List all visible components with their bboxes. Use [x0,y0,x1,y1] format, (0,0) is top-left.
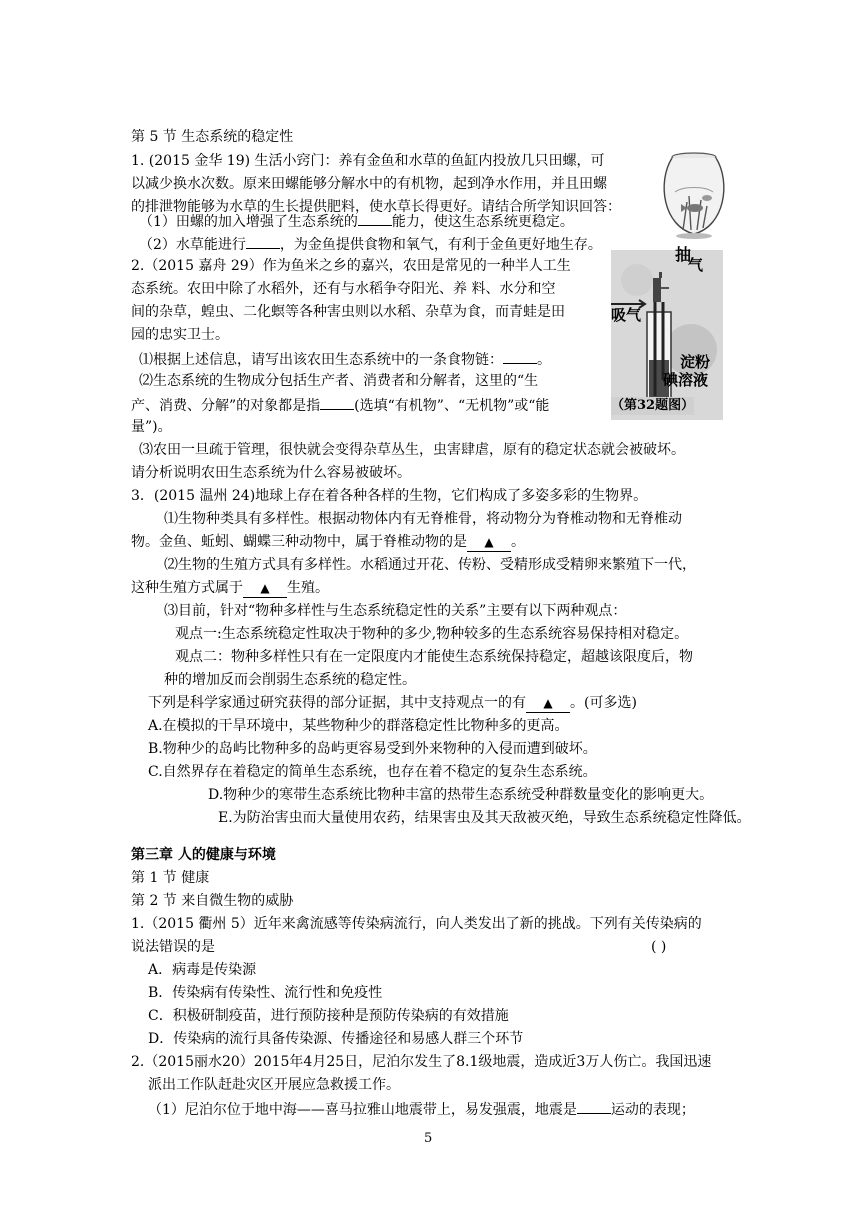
question-5-line: 2.（2015丽水20）2015年4月25日，尼泊尔发生了8.1级地震，造成近3万人伤亡。我国迅速 [131,1054,712,1070]
section-title: 第 1 节 健康 [131,870,210,886]
figure-label-xiqi: 吸气 [611,306,642,324]
answer-blank[interactable]: ▲ [526,694,570,713]
figure-caption: （第32题图） [611,398,695,413]
answer-blank[interactable]: ▲ [467,533,511,552]
answer-blank[interactable] [577,1099,611,1114]
answer-paren[interactable]: ( ) [651,939,667,955]
evidence-prompt: 下列是科学家通过研究获得的部分证据，其中支持观点一的有 ▲ 。(可多选) [148,695,637,711]
option-d: D.物种少的寒带生态系统比物种丰富的热带生态系统受种群数量变化的影响更大。 [208,787,714,803]
question-1-part-1: （1）田螺的加入增强了生态系统的 能力，使这生态系统更稳定。 [139,211,574,231]
apparatus-figure [611,250,723,420]
question-2-part-3: ⑶农田一旦疏于管理，很快就会变得杂草丛生，虫害肆虐，原有的稳定状态就会被破坏。 [139,442,685,458]
answer-blank[interactable] [503,349,537,364]
question-3-part-2: ⑵生物的生殖方式具有多样性。水稻通过开花、传粉、受精形成受精卵来繁殖下一代， [164,557,696,573]
option-b: B.物种少的岛屿比物种多的岛屿更容易受到外来物种的入侵而遭到破坏。 [148,741,597,757]
page-number: 5 [424,1131,433,1146]
question-1-part-2: （2）水草能进行 ，为金鱼提供食物和氧气，有利于金鱼更好地生存。 [139,234,602,254]
question-5-line: 派出工作队赶赴灾区开展应急救援工作。 [148,1077,400,1093]
fishbowl-image [661,152,727,240]
answer-blank[interactable] [358,211,392,226]
question-4-line: 说法错误的是 [131,939,215,955]
figure-label-dianrongye: 碘溶液 [663,371,709,389]
option-c: C．积极研制疫苗，进行预防接种是预防传染病的有效措施 [148,1008,509,1024]
question-1-line: 的排泄物能够为水草的生长提供肥料，使水草长得更好。请结合所学知识回答： [131,199,621,215]
question-2-part-2: ⑵生态系统的生物成分包括生产者、消费者和分解者，这里的“生 [139,373,539,389]
section-title: 第 5 节 生态系统的稳定性 [131,129,294,145]
answer-blank[interactable]: ▲ [243,579,287,598]
figure-label-qi: 气 [688,256,704,274]
figure-label-chou: 抽 [675,245,692,264]
section-title: 第 2 节 来自微生物的威胁 [131,893,294,909]
option-e: E.为防治害虫而大量使用农药，结果害虫及其天敌被灭绝，导致生态系统稳定性降低。 [218,810,751,826]
question-2-line: 2.（2015 嘉舟 29）作为鱼米之乡的嘉兴，农田是常见的一种半人工生 [131,258,571,274]
figure-label-dianfen: 淀粉 [680,353,711,371]
question-2-line: 态系统。农田中除了水稻外，还有与水稻争夺阳光、养 料、水分和空 [131,281,556,297]
viewpoint-2: 观点二：物种多样性只有在一定限度内才能使生态系统保持稳定，超越该限度后，物 [175,649,693,665]
viewpoint-2: 种的增加反而会削弱生态系统的稳定性。 [164,672,416,688]
viewpoint-1: 观点一:生态系统稳定性取决于物种的多少,物种较多的生态系统容易保持相对稳定。 [175,626,689,642]
question-3-part-1: ⑴生物种类具有多样性。根据动物体内有无脊椎骨，将动物分为脊椎动物和无脊椎动 [164,511,682,527]
chapter-title: 第三章 人的健康与环境 [131,847,276,863]
option-a: A．病毒是传染源 [148,962,257,978]
question-3-line: 3．(2015 温州 24)地球上存在着各种各样的生物，它们构成了多姿多彩的生物界。 [131,488,648,504]
question-3-part-1: 物。金鱼、蚯蚓、蝴蝶三种动物中，属于脊椎动物的是 ▲ 。 [131,534,525,550]
question-3-part-2: 这种生殖方式属于 ▲ 生殖。 [131,580,329,596]
question-2-line: 园的忠实卫士。 [131,327,229,343]
option-d: D．传染病的流行具备传染源、传播途径和易感人群三个环节 [148,1031,524,1047]
option-b: B．传染病有传染性、流行性和免疫性 [148,985,383,1001]
answer-blank[interactable] [246,234,280,249]
question-2-part-3: 请分析说明农田生态系统为什么容易被破坏。 [131,465,411,481]
question-2-part-1: ⑴根据上述信息，请写出该农田生态系统中的一条食物链： 。 [139,349,551,369]
answer-blank[interactable] [320,395,354,410]
question-5-part-1: （1）尼泊尔位于地中海——喜马拉雅山地震带上，易发强震，地震是 运动的表现； [148,1099,695,1119]
question-1-line: 1. (2015 金华 19) 生活小窍门：养有金鱼和水草的鱼缸内投放几只田螺，可 [131,153,605,169]
question-3-part-3: ⑶目前，针对“物种多样性与生态系统稳定性的关系”主要有以下两种观点： [164,603,627,619]
option-a: A.在模拟的干旱环境中，某些物种少的群落稳定性比物种多的更高。 [148,718,569,734]
question-2-part-2: 量”)。 [131,419,172,435]
question-2-part-2: 产、消费、分解”的对象都是指 (选填“有机物”、“无机物”或“能 [131,395,549,415]
question-4-line: 1.（2015 衢州 5）近年来禽流感等传染病流行，向人类发出了新的挑战。下列有关传染病的 [131,916,702,932]
question-1-line: 以减少换水次数。原来田螺能够分解水中的有机物，起到净水作用，并且田螺 [131,176,607,192]
question-2-line: 间的杂草，蝗虫、二化螟等各种害虫则以水稻、杂草为食，而青蛙是田 [131,304,565,320]
option-c: C.自然界存在着稳定的简单生态系统，也存在着不稳定的复杂生态系统。 [148,764,597,780]
